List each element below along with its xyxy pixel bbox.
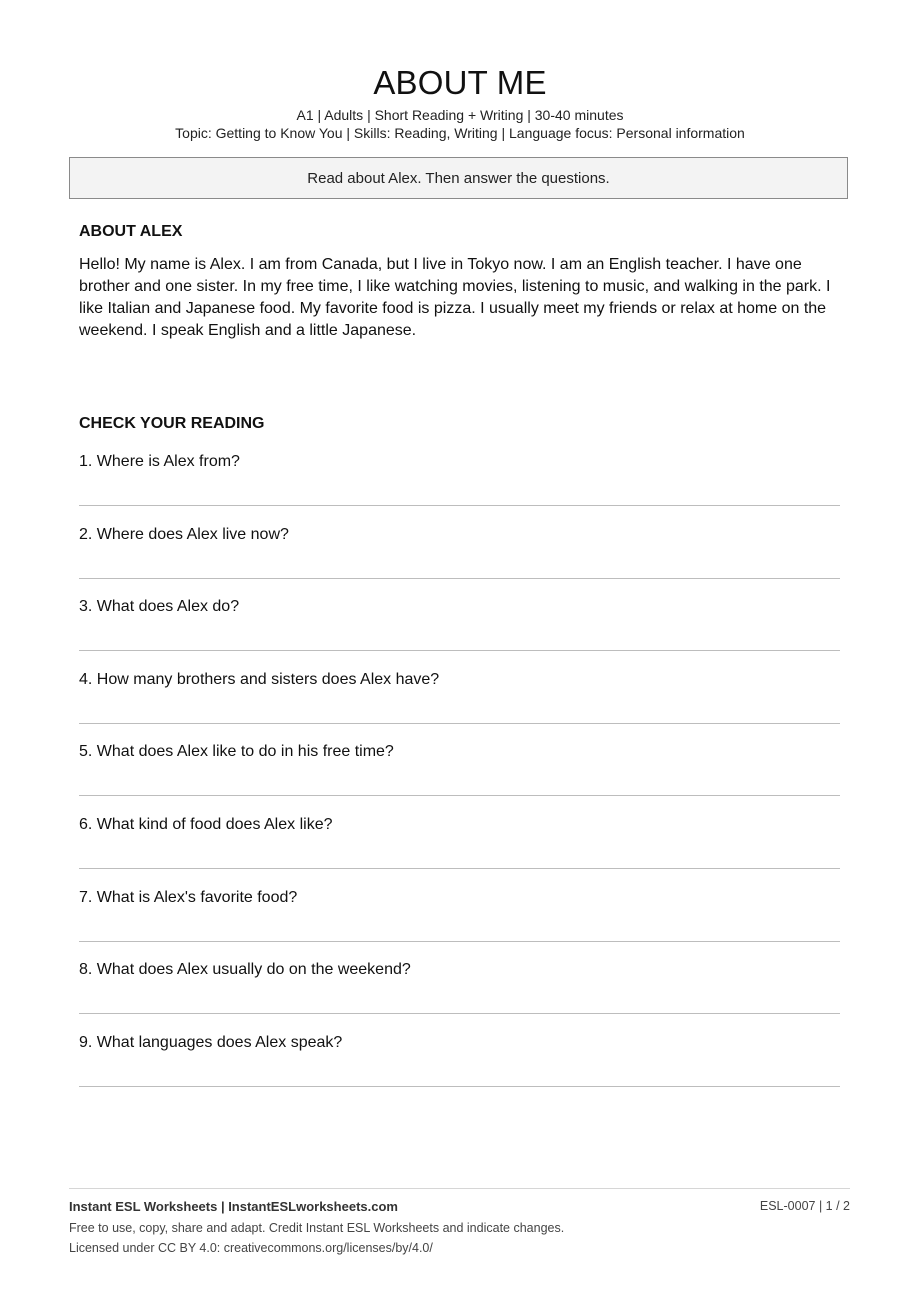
- question-item: [79, 741, 840, 814]
- instructions-box: [69, 157, 848, 199]
- question-text: 5. What does Alex like to do in his free time?: [79, 743, 394, 761]
- answer-line[interactable]: [79, 868, 840, 869]
- answer-line[interactable]: [79, 650, 840, 651]
- answer-line[interactable]: [79, 1013, 840, 1014]
- worksheet-meta-level: A1 | Adults | Short Reading + Writing | 30-40 minutes: [296, 107, 624, 123]
- question-text: 9. What languages does Alex speak?: [79, 1033, 343, 1051]
- question-item: [79, 959, 840, 1032]
- question-text: 8. What does Alex usually do on the weekend?: [79, 961, 411, 979]
- question-list: [79, 451, 840, 1104]
- question-text: 1. Where is Alex from?: [79, 453, 240, 470]
- question-item: [79, 887, 840, 960]
- question-text: 4. How many brothers and sisters does Alex have?: [79, 670, 440, 688]
- page-title: ABOUT ME: [373, 64, 547, 101]
- footer-page-reference: ESL-0007 | 1 / 2: [759, 1199, 850, 1213]
- question-text: 6. What kind of food does Alex like?: [79, 815, 333, 833]
- footer-divider: [69, 1188, 850, 1189]
- question-item: [79, 1032, 840, 1105]
- question-item: [79, 524, 840, 597]
- question-item: [79, 814, 840, 887]
- answer-line[interactable]: [79, 505, 840, 506]
- question-text: 7. What is Alex's favorite food?: [79, 888, 298, 906]
- answer-line[interactable]: [79, 578, 840, 579]
- question-item: [79, 451, 840, 524]
- footer-license-link: Licensed under CC BY 4.0: creativecommons.org/licenses/by/4.0/: [69, 1241, 433, 1255]
- answer-line[interactable]: [79, 795, 840, 796]
- question-text: 2. Where does Alex live now?: [79, 525, 289, 543]
- about-heading: ABOUT ALEX: [79, 223, 183, 240]
- worksheet-meta-topic: Topic: Getting to Know You | Skills: Reading, Writing | Language focus: Personal information: [175, 125, 745, 141]
- footer-brand: Instant ESL Worksheets | InstantESLworksheets.com: [69, 1199, 398, 1214]
- question-text: 3. What does Alex do?: [79, 598, 240, 616]
- check-reading-heading: CHECK YOUR READING: [79, 415, 265, 432]
- instructions-text: Read about Alex. Then answer the questions.: [307, 169, 610, 187]
- footer-license-note: Free to use, copy, share and adapt. Credit Instant ESL Worksheets and indicate changes.: [69, 1221, 565, 1235]
- question-item: [79, 669, 840, 742]
- reading-passage: Hello! My name is Alex. I am from Canada, but I live in Tokyo now. I am an English teacher. I have one brother and one sister. In my free time, I like watching movies, listening to music, and walking in the park. I like Italian and Japanese food. My favorite food is pizza. I usually meet my friends or relax at home on the weekend. I speak English and a little Japanese.: [79, 256, 831, 339]
- question-item: [79, 596, 840, 669]
- answer-line[interactable]: [79, 1086, 840, 1087]
- answer-line[interactable]: [79, 941, 840, 942]
- answer-line[interactable]: [79, 723, 840, 724]
